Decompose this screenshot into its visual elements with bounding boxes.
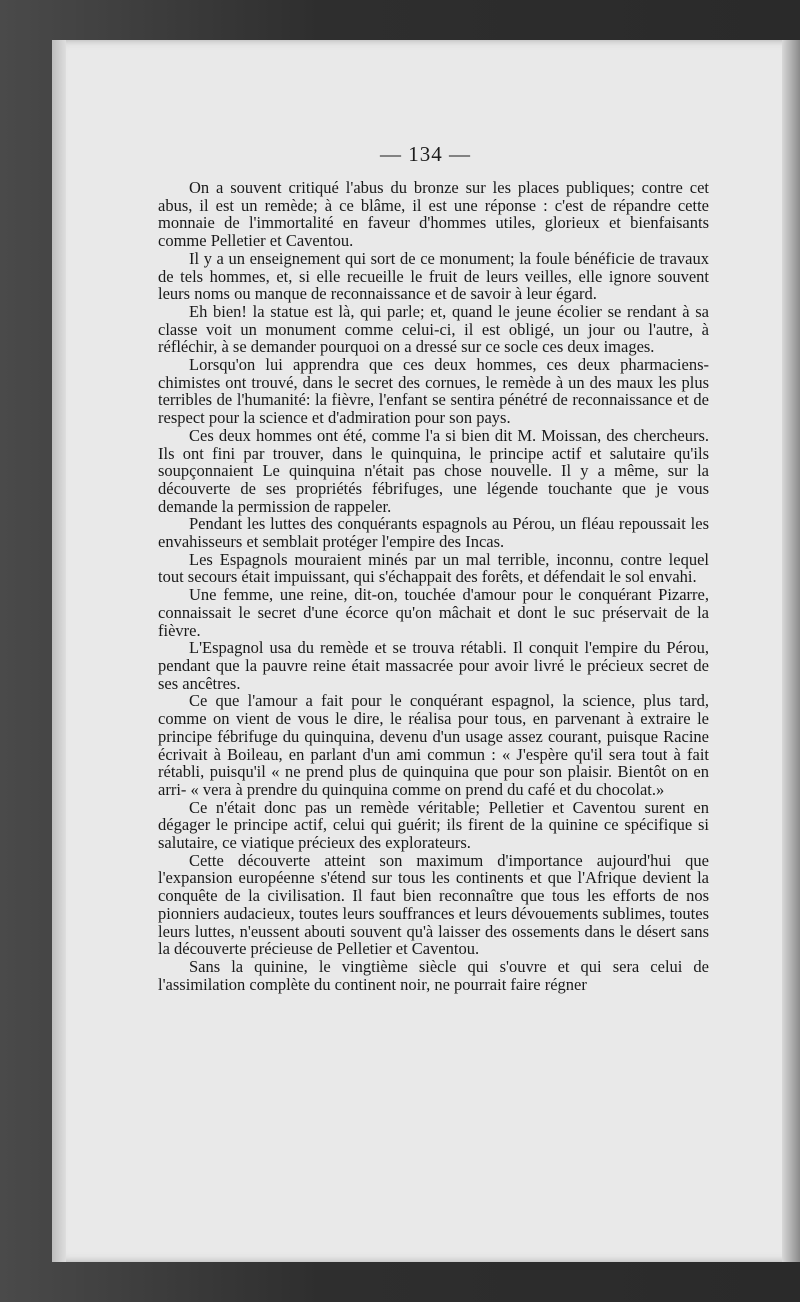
next-page-edge [782, 40, 800, 1262]
paragraph: Sans la quinine, le vingtième siècle qui s'ouvre et qui sera celui de l'assimilation complète du continent noir, ne pourrait faire régner [158, 956, 709, 994]
paragraph: Cette découverte atteint son maximum d'importance aujourd'hui que l'expansion européenne s'étend sur tous les continents et que l'Afrique devient la conquête de la civilisation. Il faut bien reconnaître que tous les efforts de nos pionniers audacieux, toutes leurs souffrances et leurs dévouements sublimes, toutes leurs luttes, n'eussent abouti souvent qu'à laisser des ossements dans le désert sans la découverte précieuse de Pelletier et Caventou. [158, 850, 709, 959]
paragraph: Ce que l'amour a fait pour le conquérant espagnol, la science, plus tard, comme on vient de vous le dire, le réalisa pour tous, en parvenant à extraire le principe fébrifuge du quinquina, devenu d'un usage assez courant, puisque Racine écrivait à Boileau, en parlant d'un ami commun : « J'espère qu'il sera tout à fait rétabli, puisqu'il « ne prend plus de quinquina que pour son plaisir. Bientôt on en arri- « vera à prendre du quinquina comme on prend du café et du chocolat.» [158, 691, 709, 799]
paragraph: On a souvent critiqué l'abus du bronze sur les places publiques; contre cet abus, il est un remède; à ce blâme, il est une réponse : c'est de répandre cette monnaie de l'immortalité en faveur d'hommes utiles, glorieux et bienfaisants comme Pelletier et Caventou. [158, 178, 709, 251]
page-gutter [52, 40, 66, 1262]
paragraph: Une femme, une reine, dit-on, touchée d'amour pour le conquérant Pizarre, connaissait le secret d'une écorce qu'on mâchait et dont le suc préservait de la fièvre. [158, 585, 709, 640]
page-number: — 134 — [380, 142, 471, 166]
paragraph: Eh bien! la statue est là, qui parle; et, quand le jeune écolier se rendant à sa classe voit un monument comme celui-ci, il est obligé, un jour ou l'autre, à réfléchir, à se demander pourquoi on a dressé sur ce socle ces deux images. [158, 301, 709, 357]
paragraph: Pendant les luttes des conquérants espagnols au Pérou, un fléau repoussait les envahisseurs et semblait protéger l'empire des Incas. [158, 514, 709, 552]
paragraph: L'Espagnol usa du remède et se trouva rétabli. Il conquit l'empire du Pérou, pendant que la pauvre reine était massacrée pour avoir livré le précieux secret de ses ancêtres. [158, 638, 709, 693]
paragraph: Il y a un enseignement qui sort de ce monument; la foule bénéficie de travaux de tels hommes, et, si elle recueille le fruit de leurs veilles, elle ignore souvent leurs noms ou manque de reconnaissance et de savoir à leur égard. [158, 248, 709, 304]
paragraph: Lorsqu'on lui apprendra que ces deux hommes, ces deux pharmaciens-chimistes ont trouvé, dans le secret des cornues, le remède à un des maux les plus terribles de l'humanité: la fièvre, l'enfant se sentira pénétré de reconnaissance et de respect pour la science et d'admiration pour son pays. [158, 355, 709, 428]
paragraph: Les Espagnols mouraient minés par un mal terrible, inconnu, contre lequel tout secours était impuissant, qui s'échappait des forêts, et défendait le sol envahi. [158, 549, 709, 587]
paragraph: Ce n'était donc pas un remède véritable; Pelletier et Caventou surent en dégager le principe actif, celui qui guérit; ils firent de la quinine ce spécifique si salutaire, ce viatique précieux des explorateurs. [158, 797, 709, 853]
body-text [158, 179, 709, 993]
paragraph: Ces deux hommes ont été, comme l'a si bien dit M. Moissan, des chercheurs. Ils ont fini par trouver, dans le quinquina, le principe actif et salutaire qu'ils soupçonnaient Le quinquina n'était pas chose nouvelle. Il y a même, sur la découverte de ses propriétés fébrifuges, une légende touchante que je vous demande la permission de rappeler. [158, 425, 709, 516]
